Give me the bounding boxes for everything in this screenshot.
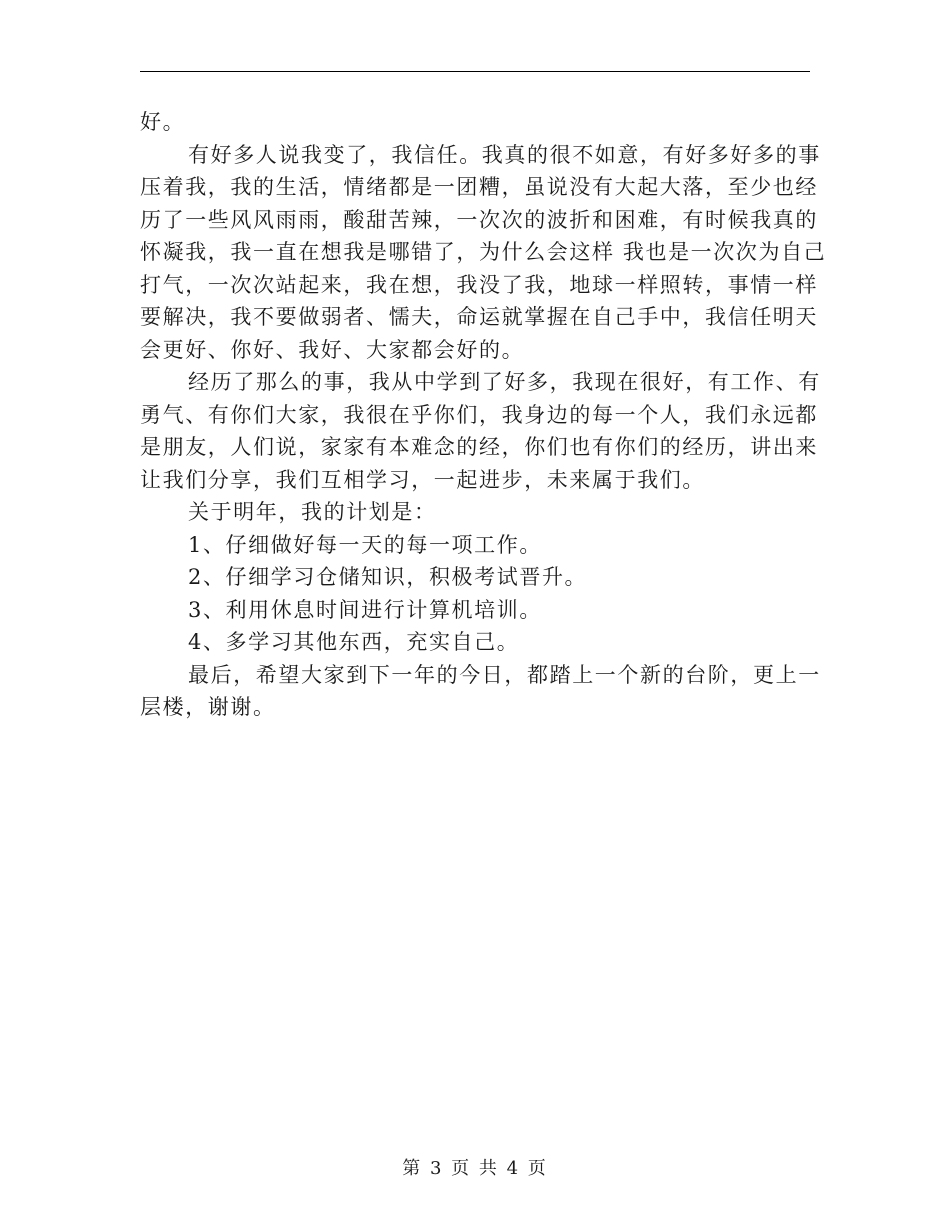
paragraph — [140, 106, 810, 139]
text-line: 4、多学习其他东西，充实自己。 — [188, 630, 520, 654]
text-line: 要解决，我不要做弱者、懦夫，命运就掌握在自己手中，我信任明天 — [140, 305, 818, 329]
text-line: 会更好、你好、我好、大家都会好的。 — [140, 337, 525, 362]
paragraph — [140, 139, 827, 367]
text-line: 2、仔细学习仓储知识，积极考试晋升。 — [188, 565, 588, 589]
text-line: 是朋友，人们说，家家有本难念的经，你们也有你们的经历，讲出来 — [140, 435, 818, 459]
page-number-footer: 第 3 页 共 4 页 — [402, 1158, 548, 1179]
text-line: 让我们分享，我们互相学习，一起进步，未来属于我们。 — [140, 467, 705, 492]
text-line: 最后，希望大家到下一年的今日，都踏上一个新的台阶，更上一 — [188, 662, 821, 687]
text-line: 好。 — [140, 110, 186, 134]
text-line: 关于明年，我的计划是： — [188, 500, 437, 524]
plan-item — [140, 529, 810, 562]
text-line: 历了一些风风雨雨，酸甜苦辣，一次次的波折和困难，有时候我真的 — [140, 207, 818, 232]
text-line: 压着我，我的生活，情绪都是一团糟，虽说没有大起大落，至少也经 — [140, 175, 818, 199]
plan-item — [140, 626, 810, 659]
text-line: 有好多人说我变了，我信任。我真的很不如意，有好多好多的事 — [188, 142, 821, 167]
document-body — [140, 106, 827, 724]
text-line: 3、利用休息时间进行计算机培训。 — [188, 597, 542, 622]
paragraph — [140, 366, 821, 496]
text-line: 怀凝我，我一直在想我是哪错了，为什么会这样 我也是一次次为自己 — [140, 240, 827, 264]
text-line: 1、仔细做好每一天的每一项工作。 — [188, 532, 542, 557]
paragraph — [140, 659, 821, 724]
header-rule — [140, 71, 810, 72]
text-line: 层楼，谢谢。 — [140, 695, 276, 719]
text-line: 勇气、有你们大家，我很在乎你们，我身边的每一个人，我们永远都 — [140, 402, 818, 427]
paragraph — [140, 496, 810, 529]
text-line: 打气，一次次站起来，我在想，我没了我，地球一样照转，事情一样 — [140, 272, 818, 297]
plan-item — [140, 561, 810, 594]
text-line: 经历了那么的事，我从中学到了好多，我现在很好，有工作、有 — [188, 370, 821, 394]
plan-item — [140, 594, 810, 627]
